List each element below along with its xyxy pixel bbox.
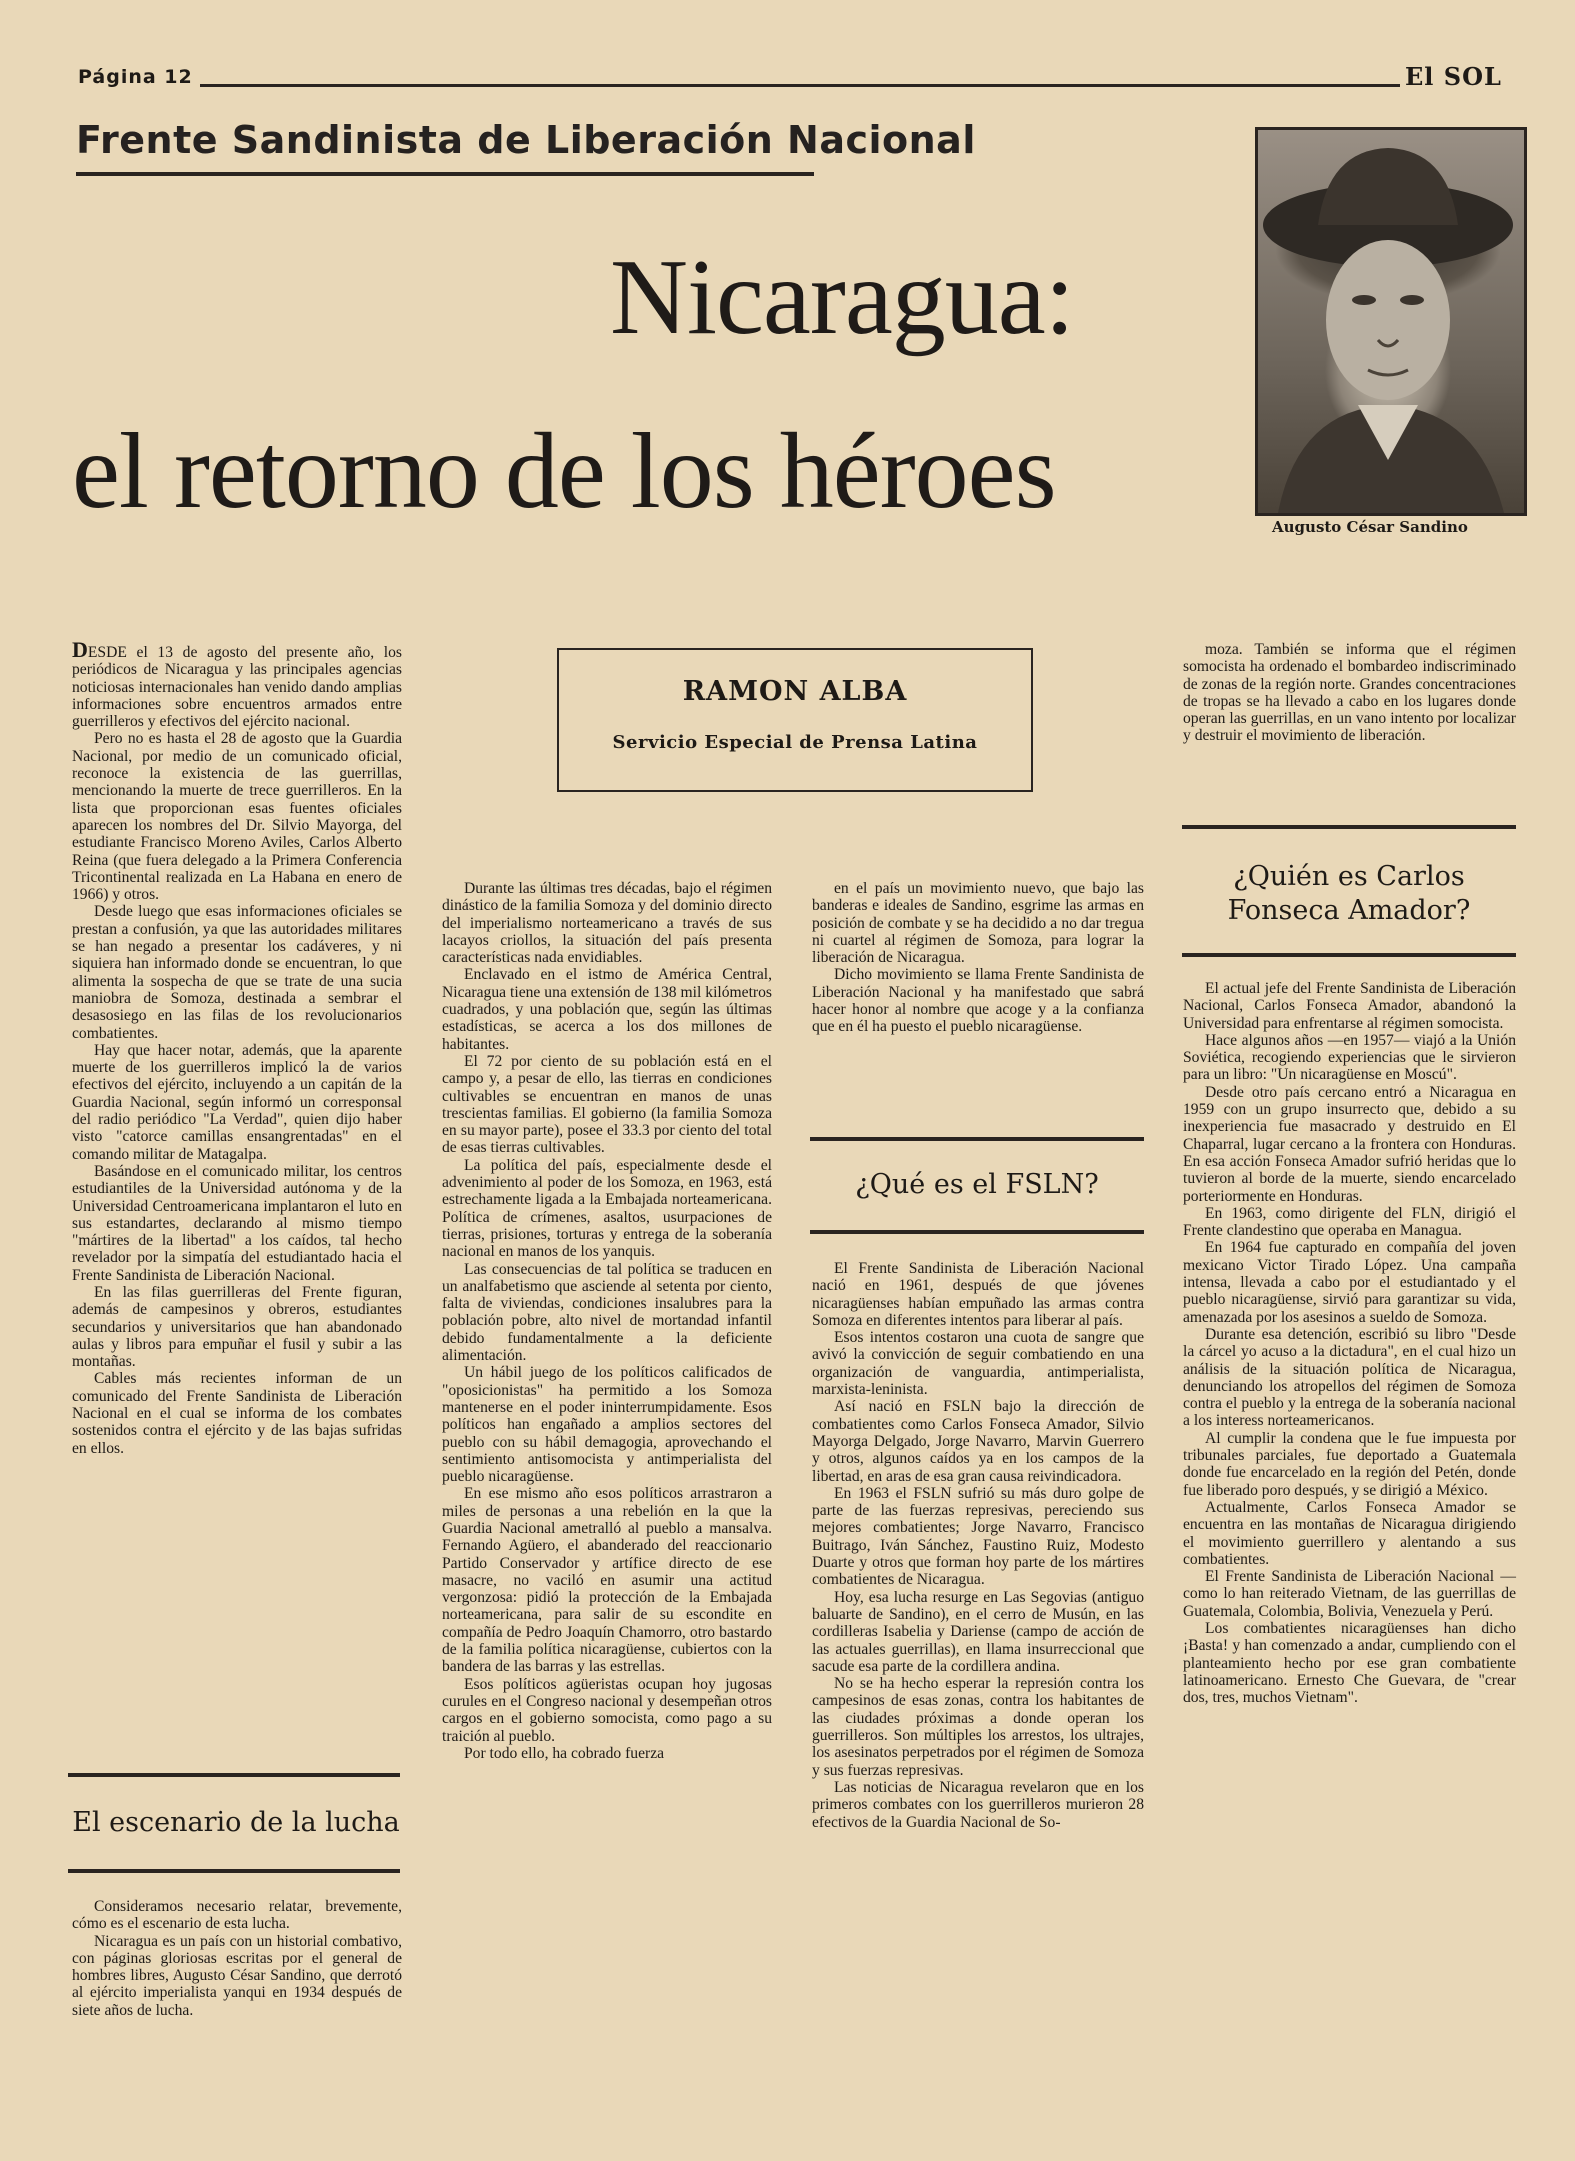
- paragraph: En 1963, como dirigente del FLN, dirigió el Frente clandestino que operaba en Managua.: [1183, 1204, 1516, 1240]
- paragraph: Desde otro país cercano entró a Nicaragua en 1959 con un grupo insurrecto que, debido a su inexperiencia fue masacrado y destruido en El Chaparral, lugar cercano a la frontera con Honduras. En esa acción Fonseca Amador sufrió heridas que lo tuvieron al borde de la muerte, siendo encarcelado porteriormente en Honduras.: [1183, 1083, 1516, 1205]
- paragraph: El 72 por ciento de su población está en el campo y, a pesar de ello, las tierras en condiciones cultivables se encuentran en manos de unas trescientas familias. El gobierno (la familia Somoza en su mayor parte), posee el 33.3 por ciento del total de esas tierras cultivables.: [442, 1052, 772, 1157]
- photo-caption: Augusto César Sandino: [1272, 518, 1468, 536]
- paragraph: en el país un movimiento nuevo, que bajo las banderas e ideales de Sandino, esgrime las armas en posición de combate y se ha decidido a no dar tregua ni cuartel al régimen de Somoza, para lograr la liberación de Nicaragua.: [812, 880, 1144, 967]
- paragraph: DESDE el 13 de agosto del presente año, los periódicos de Nicaragua y las principales agencias noticiosas internacionales han venido dando amplias informaciones sobre encuentros armados entre guerrilleros y efectivos del ejército nacional.: [72, 637, 402, 731]
- paragraph: Esos intentos costaron una cuota de sangre que avivó la convicción de seguir combatiendo en una organización de vanguardia, antimperialista, marxista-leninista.: [812, 1329, 1144, 1399]
- paragraph: No se ha hecho esperar la represión contra los campesinos de esas zonas, contra los habitantes de las ciudades próximas a donde operan los guerrilleros. Son múltiples los arrestos, los ultrajes, los asesinatos perpetrados por el régimen de Somoza y sus fuerzas represivas.: [812, 1675, 1144, 1779]
- paragraph: El Frente Sandinista de Liberación Nacional —como lo han reiterado Vietnam, de las guerrillas de Guatemala, Colombia, Bolivia, Venezuela y Perú.: [1183, 1568, 1516, 1620]
- column-3-continued: [812, 1260, 1144, 1831]
- paragraph: El Frente Sandinista de Liberación Nacional nació en 1961, después de que jóvenes nicaragüenses habían empuñado las armas contra Somoza en diferentes intentos para liberar al país.: [812, 1260, 1144, 1329]
- section-title: Frente Sandinista de Liberación Nacional: [76, 118, 976, 162]
- paragraph: Actualmente, Carlos Fonseca Amador se encuentra en las montañas de Nicaragua dirigiendo el movimiento guerrillero y alentando a sus combatientes.: [1183, 1498, 1516, 1568]
- paragraph: Así nació en FSLN bajo la dirección de combatientes como Carlos Fonseca Amador, Silvio Mayorga Delgado, Jorge Navarro, Marvin Guerrero y otros, algunos caídos ya en los campos de la libertad, en aras de esa gran causa reivindicadora.: [812, 1398, 1144, 1485]
- paragraph: Hoy, esa lucha resurge en Las Segovias (antiguo baluarte de Sandino), en el cerro de Musún, en las cordilleras Isabelia y Dariense (campo de acción de las actuales guerrillas), en llama insurreccional que sacude esa parte de la cordillera andina.: [812, 1588, 1144, 1675]
- paragraph: Los combatientes nicaragüenses han dicho ¡Basta! y han comenzado a andar, cumpliendo con el planteamiento hecho por ese gran combatiente latinoamericano. Ernesto Che Guevara, de "crear dos, tres, muchos Vietnam".: [1183, 1619, 1516, 1707]
- author-name: RAMON ALBA: [682, 676, 908, 707]
- column-1: [72, 637, 402, 1457]
- paragraph: Cables más recientes informan de un comunicado del Frente Sandinista de Liberación Nacional en el cual se informa de los combates sostenidos contra el ejército y de las bajas sufridas en ellos.: [72, 1370, 402, 1457]
- subhead-que-es-fsln: ¿Qué es el FSLN?: [855, 1169, 1099, 1200]
- paragraph: En 1963 el FSLN sufrió su más duro golpe de parte de las fuerzas represivas, pereciendo sus mejores combatientes; Jorge Navarro, Francisco Buitrago, Iván Sánchez, Faustino Ruiz, Modesto Duarte y otros que forman hoy parte de los mártires combatientes de Nicaragua.: [812, 1484, 1144, 1589]
- subhead-escenario: El escenario de la lucha: [72, 1807, 400, 1838]
- header-rule: [200, 84, 1400, 87]
- paragraph: Las consecuencias de tal política se traducen en un analfabetismo que asciende al setenta por ciento, falta de viviendas, condiciones insalubres para la población pobre, alto nivel de mortandad infantil debido fundamentalmente a la deficiente alimentación.: [442, 1260, 772, 1365]
- sandino-photo: [1255, 127, 1527, 516]
- section-rule: [68, 1869, 400, 1873]
- column-3: [812, 880, 1144, 1036]
- column-4: [1183, 641, 1516, 745]
- paragraph: Nicaragua es un país con un historial combativo, con páginas gloriosas escritas por el general de hombres libres, Augusto César Sandino, que derrotó al ejército imperialista yanqui en 1934 después de siete años de lucha.: [72, 1932, 402, 2019]
- paragraph: En 1964 fue capturado en compañía del joven mexicano Victor Tirado López. Una campaña intensa, llevada a cabo por el estudiantado y el pueblo nicaragüense, sirvió para garantizar su vida, amenazada por los asesinos a sueldo de Somoza.: [1183, 1239, 1516, 1326]
- section-rule: [810, 1137, 1144, 1141]
- column-4-continued: [1183, 980, 1516, 1706]
- paragraph: El actual jefe del Frente Sandinista de Liberación Nacional, Carlos Fonseca Amador, abandonó la Universidad para enfrentarse al régimen somocista.: [1183, 980, 1516, 1032]
- section-rule: [1182, 825, 1516, 829]
- headline-line-2: el retorno de los héroes: [72, 412, 1056, 531]
- news-service: Servicio Especial de Prensa Latina: [612, 732, 978, 753]
- section-rule: [68, 1773, 400, 1777]
- paragraph: Las noticias de Nicaragua revelaron que en los primeros combates con los guerrilleros murieron 28 efectivos de la Guardia Nacional de So-: [812, 1778, 1144, 1831]
- page-number: Página 12: [78, 66, 193, 88]
- paragraph: Consideramos necesario relatar, brevemente, cómo es el escenario de esta lucha.: [72, 1898, 402, 1933]
- paragraph: Enclavado en el istmo de América Central, Nicaragua tiene una extensión de 138 mil kilómetros cuadrados, y una población que, según las últimas estadísticas, se acerca a los dos millones de habitantes.: [442, 966, 772, 1053]
- paragraph: Hay que hacer notar, además, que la aparente muerte de los guerrilleros implicó la de varios efectivos del ejército, incluyendo a un capitán de la Guardia Nacional, según informó un corresponsal del radio periódico "La Verdad", quien dijo haber visto "catorce camillas ensangrentadas" en el comando militar de Matagalpa.: [72, 1041, 402, 1163]
- byline-box: [557, 648, 1033, 792]
- paragraph: Basándose en el comunicado militar, los centros estudiantiles de la Universidad autónoma y de la Universidad Centroamericana implantaron el luto en sus estandartes, declarando al mismo tiempo "mártires de la libertad" a los caídos, tal hecho revelador por la simpatía del estudiantado hacia el Frente Sandinista de Liberación Nacional.: [72, 1162, 402, 1284]
- column-2: [442, 880, 772, 1762]
- paragraph: moza. También se informa que el régimen somocista ha ordenado el bombardeo indiscriminado de zonas de la región norte. Grandes concentraciones de tropas se ha llevado a cabo en los lugares donde operan las guerrillas, en un vano intento por localizar y destruir el movimiento de liberación.: [1183, 641, 1516, 745]
- paragraph: Hace algunos años —en 1957— viajó a la Unión Soviética, recogiendo experiencias que le sirvieron para un libro: "Un nicaragüense en Moscú".: [1183, 1031, 1516, 1084]
- newspaper-name: El SOL: [1405, 62, 1502, 91]
- paragraph: Durante las últimas tres décadas, bajo el régimen dinástico de la familia Somoza y del dominio directo del imperialismo norteamericano a través de sus lacayos criollos, la situación del país presenta características nada envidiables.: [442, 880, 772, 967]
- paragraph: La política del país, especialmente desde el advenimiento al poder de los Somoza, en 1963, está estrechamente ligada a la Embajada norteamericana. Política de crímenes, asaltos, usurpaciones de tierras, prisiones, torturas y entrega de la soberanía nacional en manos de los yanquis.: [442, 1156, 772, 1261]
- paragraph: Durante esa detención, escribió su libro "Desde la cárcel yo acuso a la dictadura", en el cual hizo un análisis de la situación política de Nicaragua, denunciando los atropellos del régimen de Somoza contra el pueblo y la entrega de la soberanía nacional a los interess norteamericanos.: [1183, 1325, 1516, 1430]
- section-title-underline: [76, 172, 814, 176]
- paragraph: Por todo ello, ha cobrado fuerza: [464, 1744, 665, 1762]
- paragraph: Un hábil juego de los políticos calificados de "oposicionistas" ha permitido a los Somoza mantenerse en el poder ininterrumpidamente. Esos políticos han engañado a amplios sectores del pueblo con su hábil demagogia, aprovechando el sentimiento antisomocista y antimperialista del pueblo nicaragüense.: [442, 1364, 772, 1486]
- paragraph: Desde luego que esas informaciones oficiales se prestan a confusión, ya que las autoridades militares se han negado a presentar los cadáveres, y ni siquiera han informado donde se encuentran, lo que alimenta la sospecha de que se trate de una sucia maniobra de Somoza, destinada a sembrar el desasosiego en las filas de los revolucionarios combatientes.: [72, 903, 402, 1042]
- section-rule: [810, 1230, 1144, 1234]
- section-rule: [1182, 953, 1516, 957]
- headline-line-1: Nicaragua:: [610, 238, 1074, 357]
- paragraph: Al cumplir la condena que le fue impuesta por tribunales parciales, fue deportado a Guatemala donde fue encarcelado en la región del Petén, donde fue liberado poro después, y se dirigió a México.: [1183, 1429, 1516, 1499]
- paragraph: Pero no es hasta el 28 de agosto que la Guardia Nacional, por medio de un comunicado oficial, reconoce la existencia de las guerrillas, mencionando la muerte de trece guerrilleros. En la lista que proporcionan esas fuentes oficiales aparecen los nombres del Dr. Silvio Mayorga, del estudiante Francisco Moreno Aviles, Carlos Alberto Reina (que fuera delegado a la Primera Conferencia Tricontinental realizada en La Habana en enero de 1966) y otros.: [72, 730, 402, 904]
- paragraph: En ese mismo año esos políticos arrastraron a miles de personas a una rebelión en la que la Guardia Nacional ametralló al pueblo a mansalva. Fernando Agüero, el abanderado del reaccionario Partido Conservador y artífice directo de ese masacre, no vaciló en asumir una actitud vergonzosa: pidió la protección de la Embajada norteamericana, para salir de su escondite en compañía de Pedro Joaquín Chamorro, otro bastardo de la familia política nicaragüense, cubiertos con la bandera de las barras y las estrellas.: [442, 1485, 772, 1676]
- column-1-continued: [72, 1898, 402, 2019]
- paragraph: Dicho movimiento se llama Frente Sandinista de Liberación Nacional y ha manifestado que sabrá hacer honor al nombre que acoge y a la confianza que en él ha puesto el pueblo nicaragüense.: [812, 966, 1144, 1036]
- paragraph: En las filas guerrilleras del Frente figuran, además de campesinos y obreros, estudiantes secundarios y universitarios que han abandonado aulas y libros para empuñar el fusil y subir a las montañas.: [72, 1283, 402, 1371]
- paragraph: Esos políticos agüeristas ocupan hoy jugosas curules en el Congreso nacional y desempeñan otros cargos en el gobierno somocista, como pago a su traición al pueblo.: [442, 1675, 772, 1745]
- subhead-quien-es-fonseca: ¿Quién es Carlos Fonseca Amador?: [1227, 861, 1471, 926]
